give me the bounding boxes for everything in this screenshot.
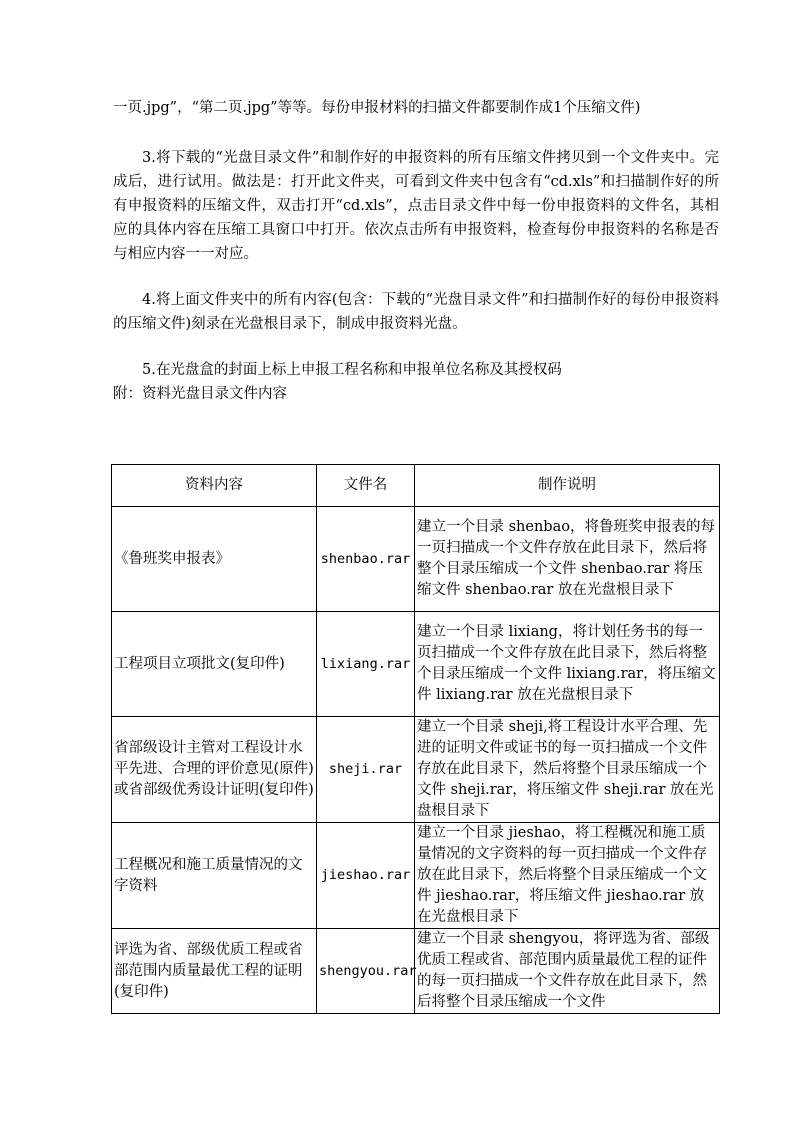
document-body: [113, 96, 719, 406]
paragraph-step-4: 4.将上面文件夹中的所有内容(包含：下载的“光盘目录文件”和扫描制作好的每份申报资料的压缩文件)刻录在光盘根目录下，制成申报资料光盘。: [113, 292, 719, 332]
row-filename: lixiang.rar: [317, 612, 415, 717]
row-filename: jieshao.rar: [317, 823, 415, 929]
row-filename: sheji.rar: [317, 717, 415, 823]
row-content: 工程概况和施工质量情况的文字资料: [112, 823, 317, 929]
paragraph-continuation: 一页.jpg”，“第二页.jpg”等等。每份申报材料的扫描文件都要制作成1个压缩文件): [113, 100, 641, 116]
row-description: 建立一个目录 jieshao，将工程概况和施工质量情况的文字资料的每一页扫描成一个文件存放在此目录下，然后将整个目录压缩成一个文件 jieshao.rar，将压缩文件 jieshao.rar 放在光盘根目录下: [415, 823, 720, 929]
header-filename: 文件名: [317, 465, 415, 507]
table-row: [112, 823, 720, 929]
row-filename: shengyou.rar: [317, 929, 415, 1014]
paragraph-step-3: 3.将下载的“光盘目录文件”和制作好的申报资料的所有压缩文件拷贝到一个文件夹中。完成后，进行试用。做法是：打开此文件夹，可看到文件夹中包含有“cd.xls”和扫描制作好的所有申报资料的压缩文件，双击打开“cd.xls”，点击目录文件中每一份申报资料的文件名，其相应的具体内容在压缩工具窗口中打开。依次点击所有申报资料，检查每份申报资料的名称是否与相应内容一一对应。: [113, 150, 719, 262]
table-row: [112, 612, 720, 717]
cd-catalog-table: [111, 464, 720, 1014]
table-header-row: [112, 465, 720, 507]
header-description: 制作说明: [415, 465, 720, 507]
row-content: 《鲁班奖申报表》: [112, 507, 317, 612]
row-content: 工程项目立项批文(复印件): [112, 612, 317, 717]
table-row: [112, 929, 720, 1014]
row-content: 省部级设计主管对工程设计水平先进、合理的评价意见(原件)或省部级优秀设计证明(复印件): [112, 717, 317, 823]
row-filename: shenbao.rar: [317, 507, 415, 612]
row-description: 建立一个目录 shengyou，将评选为省、部级优质工程或省、部范围内质量最优工程的证件的每一页扫描成一个文件存放在此目录下，然后将整个目录压缩成一个文件: [415, 929, 720, 1014]
table-row: [112, 507, 720, 612]
paragraph-step-5: 5.在光盘盒的封面上标上申报工程名称和申报单位名称及其授权码: [142, 362, 562, 378]
appendix-note: 附：资料光盘目录文件内容: [113, 386, 287, 402]
table-row: [112, 717, 720, 823]
row-description: 建立一个目录 shenbao，将鲁班奖申报表的每一页扫描成一个文件存放在此目录下，然后将整个目录压缩成一个文件 shenbao.rar 将压缩文件 shenbao.rar 放在光盘根目录下: [415, 507, 720, 612]
row-description: 建立一个目录 sheji,将工程设计水平合理、先进的证明文件或证书的每一页扫描成一个文件存放在此目录下，然后将整个目录压缩成一个文件 sheji.rar，将压缩文件 sheji.rar 放在光盘根目录下: [415, 717, 720, 823]
header-content: 资料内容: [112, 465, 317, 507]
row-description: 建立一个目录 lixiang，将计划任务书的每一页扫描成一个文件存放在此目录下，然后将整个目录压缩成一个文件 lixiang.rar，将压缩文件 lixiang.rar 放在光盘根目录下: [415, 612, 720, 717]
row-content: 评选为省、部级优质工程或省部范围内质量最优工程的证明(复印件): [112, 929, 317, 1014]
